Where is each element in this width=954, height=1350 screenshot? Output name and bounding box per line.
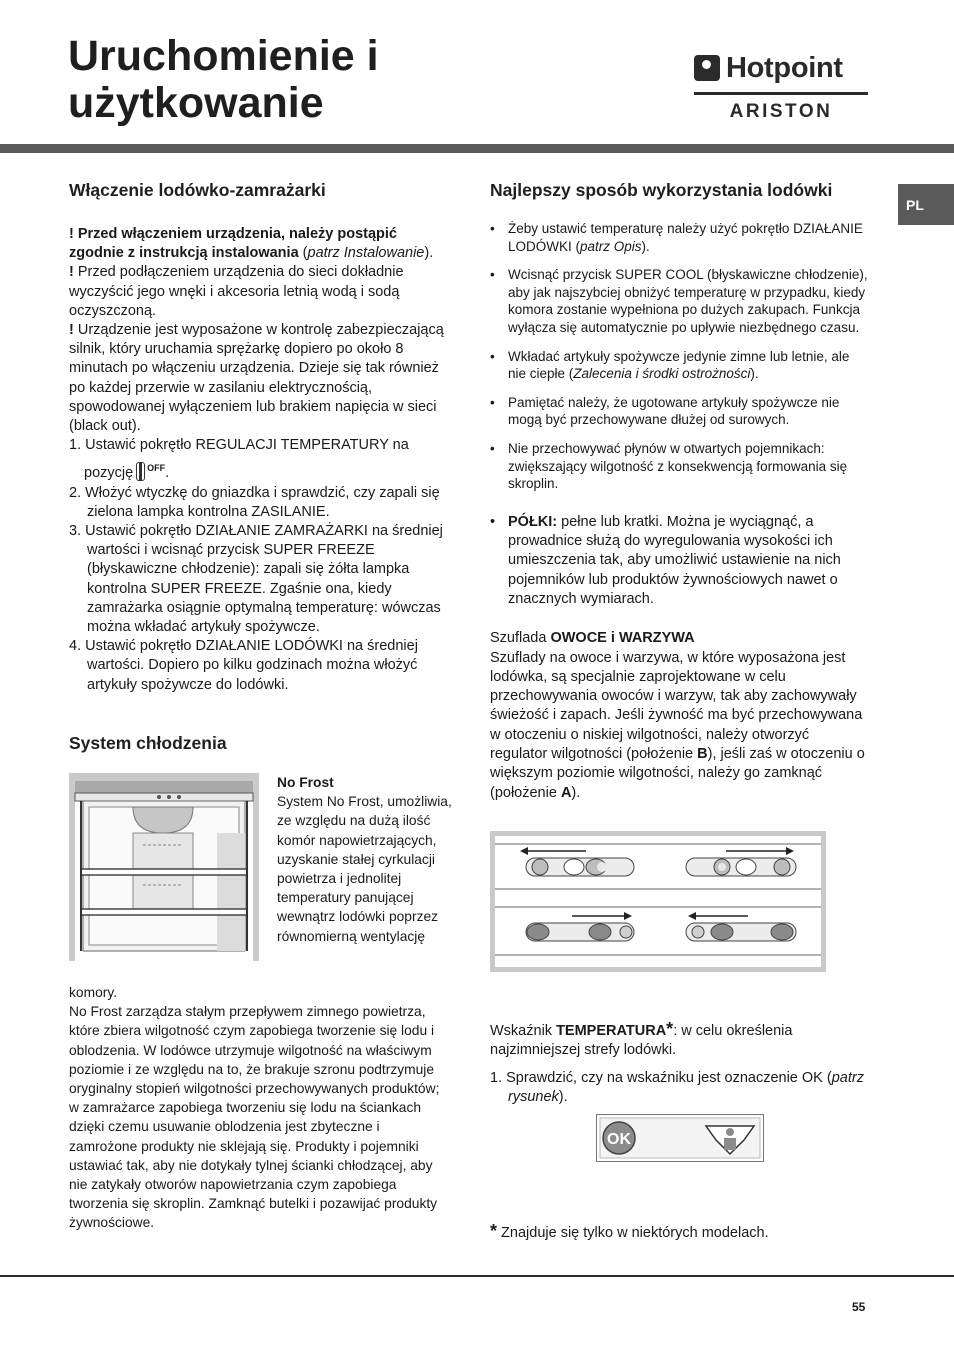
drawer-text-1: Szuflady na owoce i warzywa, w które wyposażona jest lodówka, są specjalnie zaprojektowane w celu przechowywania owoców i warzyw, tak aby zachowywały świeżość i zapach. Jeśli żywność ma być przechowywana w otoczeniu o niskiej wilgotności, należy otworzyć regulator wilgotności (położenie [490,649,863,762]
section-heading-switch-on: Włączenie lodówko-zamrażarki [69,180,326,200]
drawer-text-2: ), jeśli zaś w otoczeniu o większym poziomie wilgotności, należy go zamknąć (położenie [490,745,865,801]
list-item: • Nie przechowywać płynów w otwartych pojemnikach: zwiększający wilgotność z konsekwencją formowania się skroplin. [490,440,870,493]
warning-2-text: Przed podłączeniem urządzenia do sieci dokładnie wyczyścić jego wnęki i akcesoria letnią wodą i sodą oczyszczoną. [69,264,404,319]
no-frost-description: System No Frost, umożliwia, ze względu na dużą ilość komór napowietrzających, uzyskanie stałej cyrkulacji powietrza i jednolitej temperatury panującej wewnątrz lodówki poprzez równomierną wentylację [277,794,452,944]
warning-1-ref: patrz Instalowanie [307,245,425,262]
warning-mark: ! [69,264,74,281]
drawer-prefix: Szuflada [490,630,551,647]
drawer-heading [490,629,870,648]
section-heading-best-use: Najlepszy sposób wykorzystania lodówki [490,180,833,200]
page-title [68,33,379,127]
temperature-indicator-text [490,1020,870,1061]
no-frost-side-text [277,773,452,946]
footnote-star: * [490,1221,498,1241]
step-1-end: . [165,465,170,482]
temp-star: * [666,1019,674,1039]
off-knob-icon [136,462,145,481]
temp-step-text: 1. Sprawdzić, czy na wskaźniku jest oznaczenie OK ( [490,1070,832,1086]
step-3: 3. Ustawić pokrętło DZIAŁANIE ZAMRAŻARKI na średniej wartości i wcisnąć przycisk SUPER FREEZE (błyskawiczne chłodzenie): zapali się żółta lampka kontrolna SUPER FREEZE. Zgaśnie ona, kiedy zamrażarka osiągnie optymalną temperaturę: wówczas można wkładać artykuły spożywcze. [69,523,443,636]
temp-desc: : w celu określenia najzimniejszej strefy lodówki. [490,1023,793,1059]
footnote [490,1222,870,1243]
warning-1-paren-close: ). [424,245,434,262]
fridge-interior-illustration [69,773,259,961]
warning-3-text: Urządzenie jest wyposażone w kontrolę zabezpieczającą silnik, który uruchamia sprężarkę dopiero po około 8 minutach po włączeniu urządzenia. Dzieje się tak również po każdej przerwie w zasilaniu elektrycznością, spowodowanej wyłączeniem lub brakiem napięcia w sieci (black out). [69,322,444,435]
temp-name: TEMPERATURA [556,1023,667,1039]
title-line-1: Uruchomienie i [68,32,379,80]
position-a: A [560,784,572,801]
step-1-cont [69,459,449,483]
list-item: • Pamiętać należy, że ugotowane artykuły spożywcze nie mogą być przechowywane dłużej od surowych. [490,394,870,429]
page-number: 55 [852,1300,866,1314]
bullet-1-end: ). [641,238,650,254]
hotpoint-mark-icon [694,55,720,81]
position-b: B [697,745,708,762]
step-2: 2. Włożyć wtyczkę do gniazdka i sprawdzić, czy zapali się zielona lampka kontrolna ZASILANIE. [69,484,440,520]
step-4: 4. Ustawić pokrętło DZIAŁANIE LODÓWKI na średniej wartości. Dopiero po kilku godzinach można włożyć artykuły spożywcze do lodówki. [69,638,418,693]
warning-mark: ! [69,226,74,242]
temp-step-ref: patrz rysunek [508,1070,864,1106]
warning-1-paren-open: ( [298,245,308,262]
temp-prefix: Wskaźnik [490,1023,557,1039]
ok-label: OK [607,1131,631,1148]
temperature-indicator-illustration [596,1114,764,1162]
warning-3 [69,321,449,436]
off-label: OFF [147,463,166,474]
temp-step-end: ). [558,1089,568,1106]
step-1-text: 1. Ustawić pokrętło REGULACJI TEMPERATURY na [69,437,409,454]
no-frost-continued: komory. No Frost zarządza stałym przepływem zimnego powietrza, które zbiera wilgotność czym zapobiega tworzenie się lodu i oblodzenia. W lodówce utrzymuje wilgotność na właściwym poziomie i ze względu na to, że brakuje szronu podtrzymuje oryginalny stopień wilgotności przechowywanych produktów; w zamrażarce zapobiega tworzeniu się lodu na ściankach dzięki czemu usuwanie oblodzenia jest zbyteczne i zamrożone produkty nie sklejają się. Produkty i pojemniki ustawiać tak, aby nie dotykały tylnej ścianki chłodzącej, aby nie zatykały otworów napowietrzania czym zapobiega tworzenia się skroplin. Zamknąć butelki i pozawijać produkty żywnościowe. [69,985,440,1231]
list-item [490,220,870,255]
shelves-label: PÓŁKI: [508,513,558,530]
warning-mark: ! [69,322,74,339]
list-item: • Wcisnąć przycisk SUPER COOL (błyskawiczne chłodzenie), aby jak najszybciej obniżyć temperaturę w przypadku, kiedy komora zostanie wypełniona po dużych zakupach. Funkcja wyłącza się automatycznie po upływie niezbędnego czasu. [490,266,870,336]
drawer-text-3: ). [571,784,581,801]
shelves-text: pełne lub kratki. Można je wyciągnąć, a prowadnice służą do wyregulowania wysokości ich umieszczenia tak, aby umożliwić ustawienie na nich pojemników lub produktów żywnościowych nawet o znacznych wymiarach. [508,513,841,607]
temperature-step-1 [490,1069,870,1108]
best-use-list [490,220,870,803]
step-1 [69,436,449,455]
switch-on-text [69,225,449,695]
title-line-2: użytkowanie [68,79,324,127]
language-tab: PL [898,184,954,225]
list-item [490,348,870,383]
brand-logo [694,52,868,124]
bullet-3-text: Wkładać artykuły spożywcze jedynie zimne lub letnie, ale nie ciepłe ( [508,348,850,382]
drawer-name: OWOCE i WARZYWA [550,630,695,647]
logo-sub-text: ARISTON [729,101,833,122]
logo-divider [694,92,868,95]
warning-1 [69,225,449,263]
footer-rule [0,1275,954,1277]
bullet-3-ref: Zalecenia i środki ostrożności [573,366,751,382]
bullet-1-ref: patrz Opis [580,238,642,254]
humidity-regulator-illustration [490,831,826,972]
logo-brand-text: Hotpoint [726,52,843,84]
warning-2 [69,263,449,321]
bullet-1-text: Żeby ustawić temperaturę należy użyć pokrętło DZIAŁANIE LODÓWKI ( [508,221,863,254]
header-bar [0,144,954,153]
step-1-position: pozycję [84,465,134,482]
list-item-shelves [490,513,870,609]
drawer-text [490,649,870,803]
warning-1-bold: Przed włączeniem urządzenia, należy postąpić zgodnie z instrukcją instalowania [69,226,397,262]
footnote-text: Znajduje się tylko w niektórych modelach. [497,1225,769,1241]
bullet-3-end: ). [750,366,759,382]
no-frost-title: No Frost [277,775,334,790]
section-heading-cooling: System chłodzenia [69,733,227,753]
